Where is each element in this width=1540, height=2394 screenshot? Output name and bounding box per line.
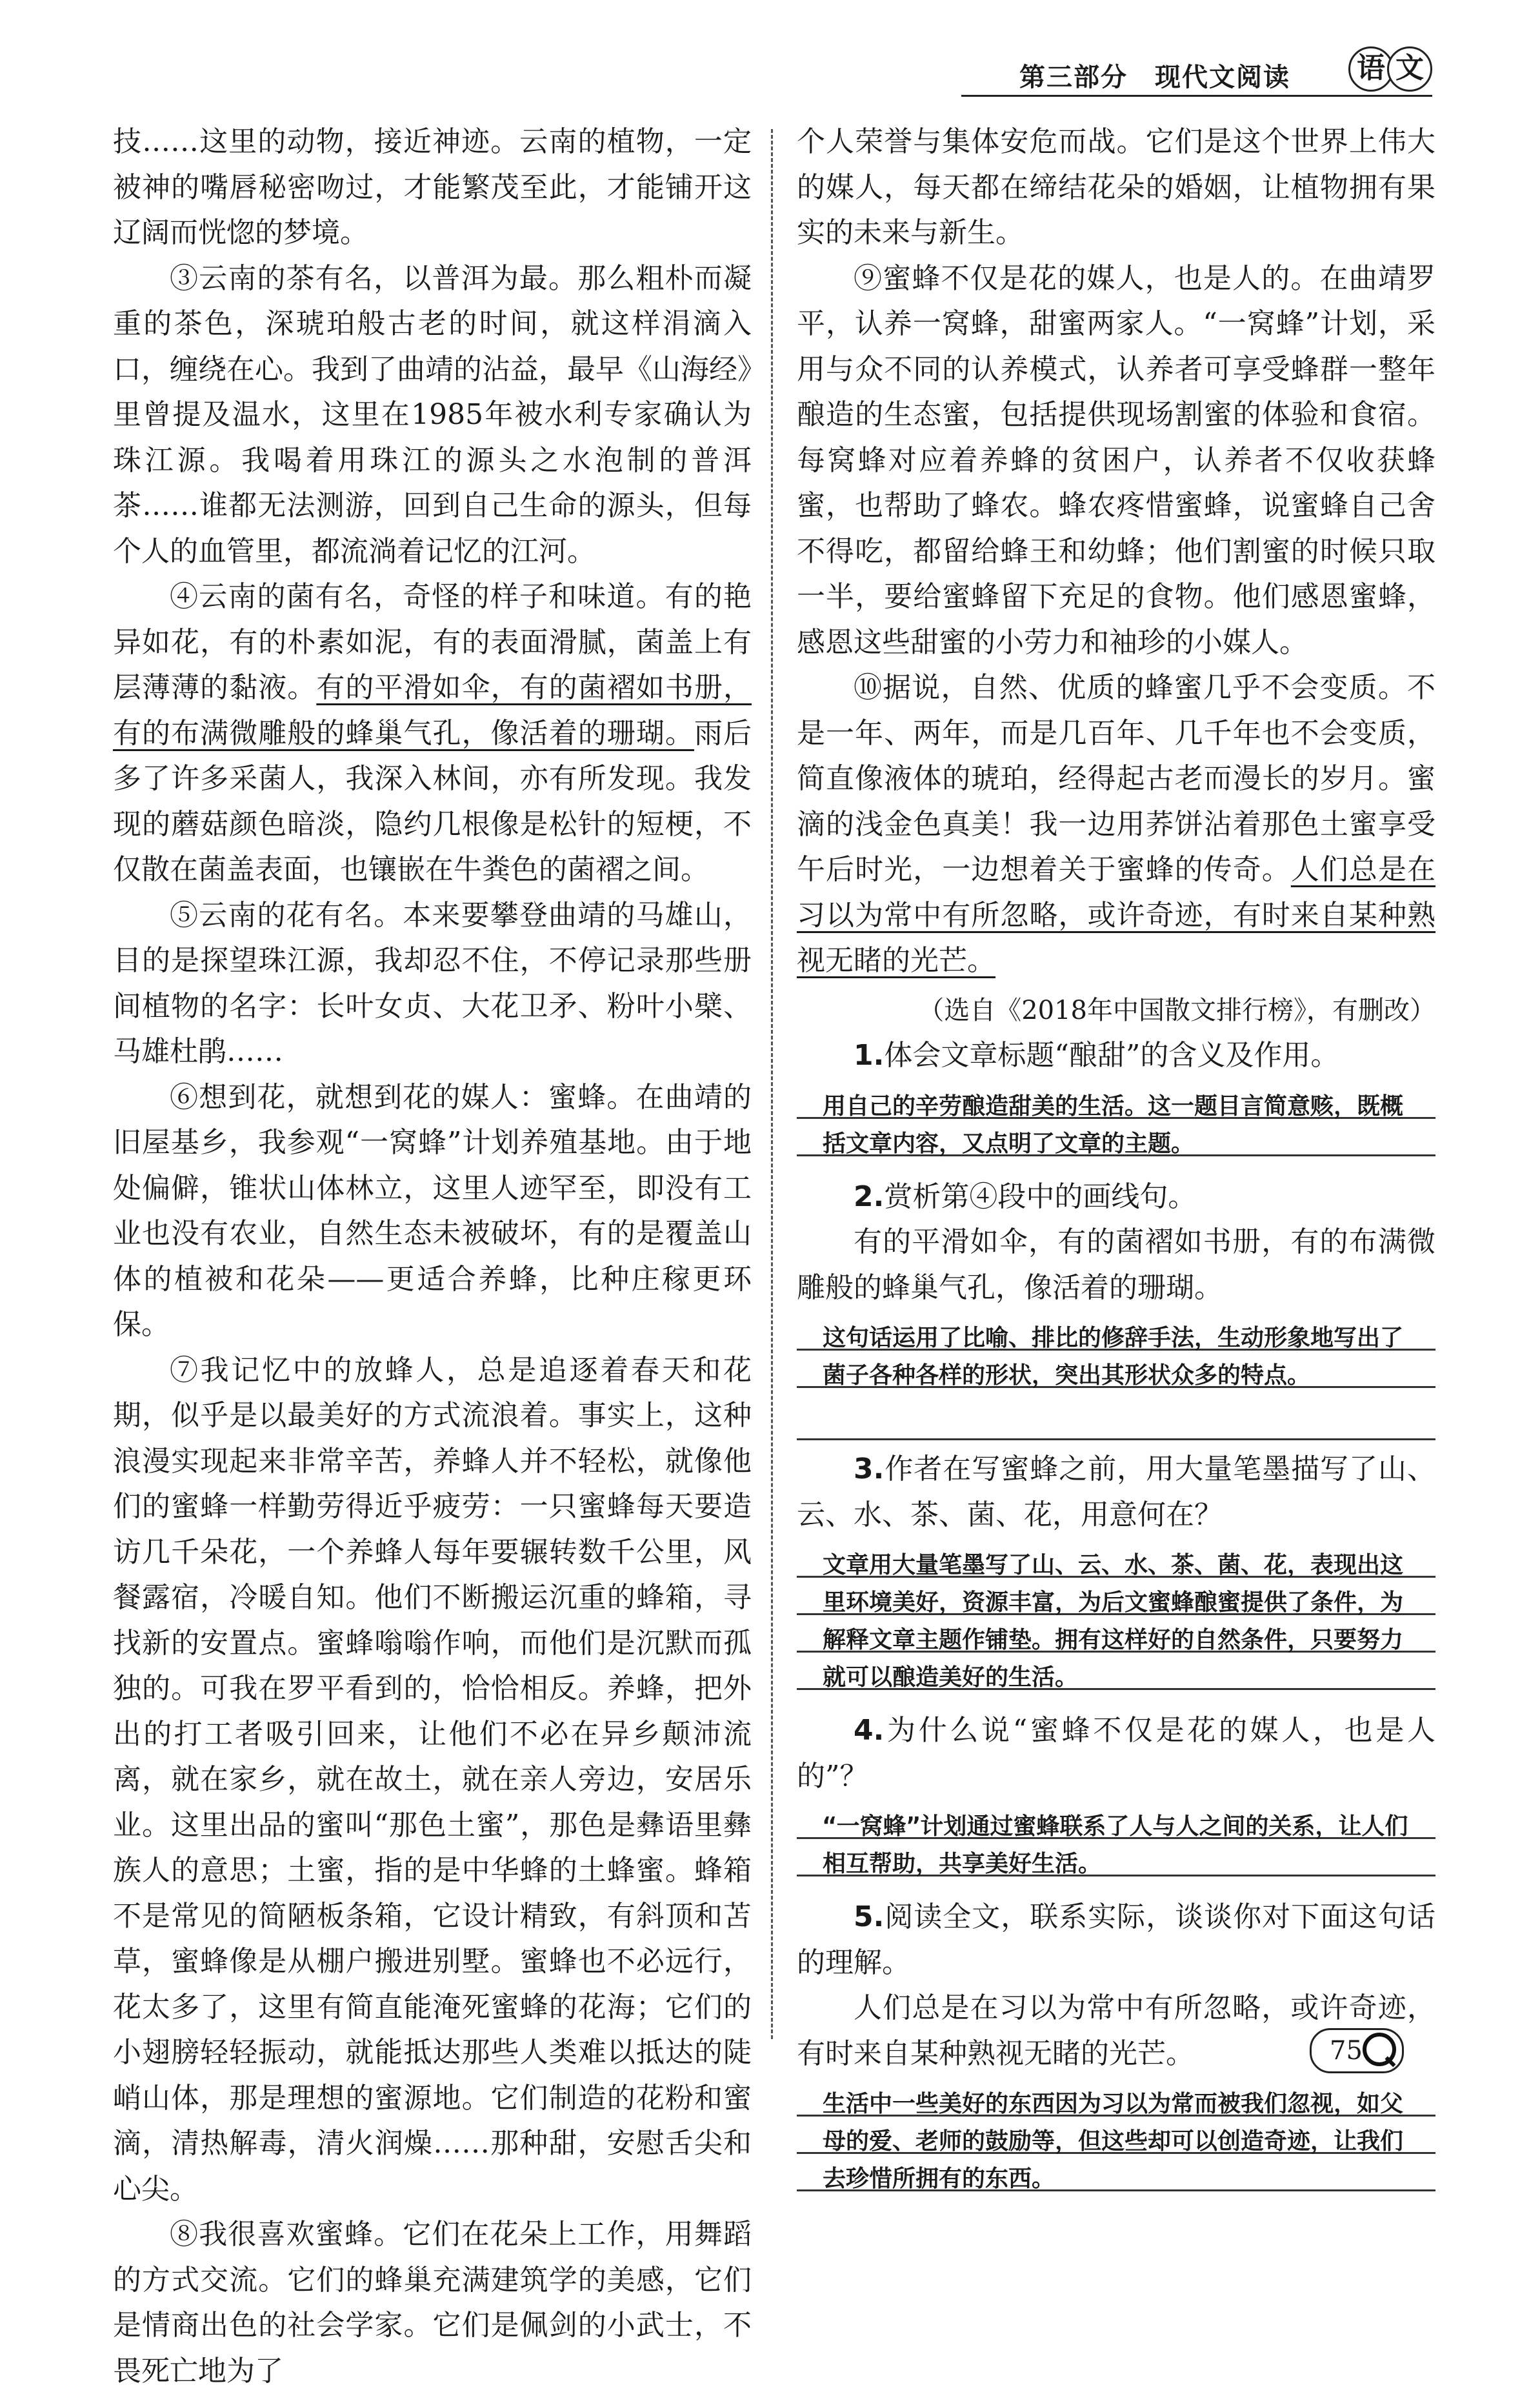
question-text: 阅读全文，联系实际，谈谈你对下面这句话的理解。 bbox=[797, 1900, 1435, 1979]
answer-2: 这句话运用了比喻、排比的修辞手法，生动形象地写出了菌子各种各样的形状，突出其形状众多的特点。 bbox=[797, 1313, 1435, 1401]
paragraph-4-lead: ④云南的菌有名，奇怪的样子和味道。有的艳异如花，有的朴素如泥，有的表面滑腻，菌盖上有层薄薄的黏液。 bbox=[113, 580, 752, 704]
question-text: 作者在写蜜蜂之前，用大量笔墨描写了山、云、水、茶、菌、花，用意何在？ bbox=[797, 1453, 1435, 1531]
paragraph: ⑦我记忆中的放蜂人，总是追逐着春天和花期，似乎是以最美好的方式流浪着。事实上，这种浪漫实现起来非常辛苦，养蜂人并不轻松，就像他们的蜜蜂一样勤劳得近乎疲劳：一只蜜蜂每天要造访几千朵花，一个养蜂人每年要辗转数千公里，风餐露宿，冷暖自知。他们不断搬运沉重的蜂箱，寻找新的安置点。蜜蜂嗡嗡作响，而他们是沉默而孤独的。可我在罗平看到的，恰恰相反。养蜂，把外出的打工者吸引回来，让他们不必在异乡颠沛流离，就在家乡，就在故土，就在亲人旁边，安居乐业。这里出品的蜜叫“那色土蜜”，那色是彝语里彝族人的意思；土蜜，指的是中华蜂的土蜂蜜。蜂箱不是常见的简陋板条箱，它设计精致，有斜顶和苫草，蜜蜂像是从棚户搬进别墅。蜜蜂也不必远行，花太多了，这里有简直能淹死蜜蜂的花海；它们的小翅膀轻轻振动，就能抵达那些人类难以抵达的陡峭山体，那是理想的蜜源地。它们制造的花粉和蜜滴，清热解毒，清火润燥……那种甜，安慰舌尖和心尖。 bbox=[113, 1353, 752, 2206]
answer-blank-line bbox=[797, 1406, 1435, 1440]
question-1 bbox=[797, 1033, 1435, 1079]
source-citation: （选自《2018年中国散文排行榜》，有删改） bbox=[918, 995, 1435, 1025]
underlined-sentence: 有的平滑如伞，有的菌褶如书册，有的布满微雕般的蜂巢气孔，像活着的珊瑚。 bbox=[113, 671, 752, 750]
left-column bbox=[113, 119, 752, 2394]
paragraph: ⑧我很喜欢蜜蜂。它们在花朵上工作，用舞蹈的方式交流。它们的蜂巢充满建筑学的美感，它们是情商出色的社会学家。它们是佩剑的小武士，不畏死亡地为了 bbox=[113, 2218, 752, 2388]
paragraph: ⑤云南的花有名。本来要攀登曲靖的马雄山，目的是探望珠江源，我却忍不住，不停记录那些册间植物的名字：长叶女贞、大花卫矛、粉叶小檗、马雄杜鹃…… bbox=[113, 898, 752, 1068]
question-text: 为什么说“蜜蜂不仅是花的媒人，也是人的”？ bbox=[797, 1714, 1435, 1793]
answer-4: “一窝蜂”计划通过蜜蜂联系了人与人之间的关系，让人们相互帮助，共享美好生活。 bbox=[797, 1802, 1435, 1889]
question-4 bbox=[797, 1708, 1435, 1799]
subject-logo-char-1: 语 bbox=[1348, 46, 1394, 92]
quoted-sentence: 人们总是在习以为常中有所忽略，或许奇迹，有时来自某种熟视无睹的光芒。 bbox=[797, 1991, 1435, 2070]
section-title: 第三部分 现代文阅读 bbox=[1019, 62, 1290, 92]
question-number: 4. bbox=[854, 1714, 885, 1747]
question-number: 2. bbox=[854, 1180, 885, 1213]
question-text: 赏析第④段中的画线句。 bbox=[884, 1180, 1197, 1213]
question-3 bbox=[797, 1447, 1435, 1538]
paragraph: ⑨蜜蜂不仅是花的媒人，也是人的。在曲靖罗平，认养一窝蜂，甜蜜两家人。“一窝蜂”计划，采用与众不同的认养模式，认养者可享受蜂群一整年酿造的生态蜜，包括提供现场割蜜的体验和食宿。每窝蜂对应着养蜂的贫困户，认养者不仅收获蜂蜜，也帮助了蜂农。蜂农疼惜蜜蜂，说蜜蜂自己舍不得吃，都留给蜂王和幼蜂；他们割蜜的时候只取一半，要给蜜蜂留下充足的食物。他们感恩蜜蜂，感恩这些甜蜜的小劳力和袖珍的小媒人。 bbox=[797, 261, 1435, 659]
search-icon bbox=[1363, 2033, 1396, 2066]
answer-5: 生活中一些美好的东西因为习以为常而被我们忽视，如父母的爱、老师的鼓励等，但这些却可以创造奇迹，让我们去珍惜所拥有的东西。 bbox=[797, 2079, 1435, 2204]
header-rule bbox=[961, 95, 1432, 97]
column-divider bbox=[771, 129, 773, 2039]
answer-1: 用自己的辛劳酿造甜美的生活。这一题目言简意赅，既概括文章内容，又点明了文章的主题。 bbox=[797, 1081, 1435, 1169]
paragraph-4-tail: 雨后多了许多采菌人，我深入林间，亦有所发现。我发现的蘑菇颜色暗淡，隐约几根像是松针的短梗，不仅散在菌盖表面，也镶嵌在牛粪色的菌褶之间。 bbox=[113, 716, 752, 886]
question-text: 体会文章标题“酿甜”的含义及作用。 bbox=[884, 1039, 1339, 1072]
paragraph: 个人荣誉与集体安危而战。它们是这个世界上伟大的媒人，每天都在缔结花朵的婚姻，让植物拥有果实的未来与新生。 bbox=[797, 125, 1435, 249]
underlined-sentence: 人们总是在习以为常中有所忽略，或许奇迹，有时来自某种熟视无睹的光芒。 bbox=[797, 853, 1436, 977]
subject-logo-char-2: 文 bbox=[1387, 46, 1432, 92]
question-number: 5. bbox=[854, 1900, 885, 1933]
paragraph-4 bbox=[113, 574, 752, 893]
right-column bbox=[797, 119, 1435, 2209]
paragraph-10-lead: ⑩据说，自然、优质的蜂蜜几乎不会变质。不是一年、两年，而是几百年、几千年也不会变质，简直像液体的琥珀，经得起古老而漫长的岁月。蜜滴的浅金色真美！我一边用荞饼沾着那色土蜜享受午后时光，一边想着关于蜜蜂的传奇。 bbox=[797, 671, 1435, 886]
paragraph: ③云南的茶有名，以普洱为最。那么粗朴而凝重的茶色，深琥珀般古老的时间，就这样涓滴入口，缠绕在心。我到了曲靖的沾益，最早《山海经》里曾提及温水，这里在1985年被水利专家确认为珠江源。我喝着用珠江的源头之水泡制的普洱茶……谁都无法测游，回到自己生命的源头，但每个人的血管里，都流淌着记忆的江河。 bbox=[113, 261, 752, 568]
paragraph: ⑥想到花，就想到花的媒人：蜜蜂。在曲靖的旧屋基乡，我参观“一窝蜂”计划养殖基地。由于地处偏僻，锥状山体林立，这里人迹罕至，即没有工业也没有农业，自然生态未被破坏，有的是覆盖山体的植被和花朵——更适合养蜂，比种庄稼更环保。 bbox=[113, 1080, 752, 1341]
question-number: 1. bbox=[854, 1039, 885, 1072]
page-header bbox=[961, 50, 1432, 97]
paragraph: 技……这里的动物，接近神迹。云南的植物，一定被神的嘴唇秘密吻过，才能繁茂至此，才能铺开这辽阔而恍惚的梦境。 bbox=[113, 125, 752, 249]
quoted-sentence: 有的平滑如伞，有的菌褶如书册，有的布满微雕般的蜂巢气孔，像活着的珊瑚。 bbox=[797, 1225, 1435, 1304]
page-number: 75 bbox=[1310, 2028, 1404, 2073]
question-5 bbox=[797, 1895, 1435, 1986]
answer-3: 文章用大量笔墨写了山、云、水、茶、菌、花，表现出这里环境美好，资源丰富，为后文蜜蜂酿蜜提供了条件，为解释文章主题作铺垫。拥有这样好的自然条件，只要努力就可以酿造美好的生活。 bbox=[797, 1540, 1435, 1703]
question-number: 3. bbox=[854, 1453, 885, 1485]
paragraph-10 bbox=[797, 665, 1435, 984]
question-2 bbox=[797, 1174, 1435, 1220]
